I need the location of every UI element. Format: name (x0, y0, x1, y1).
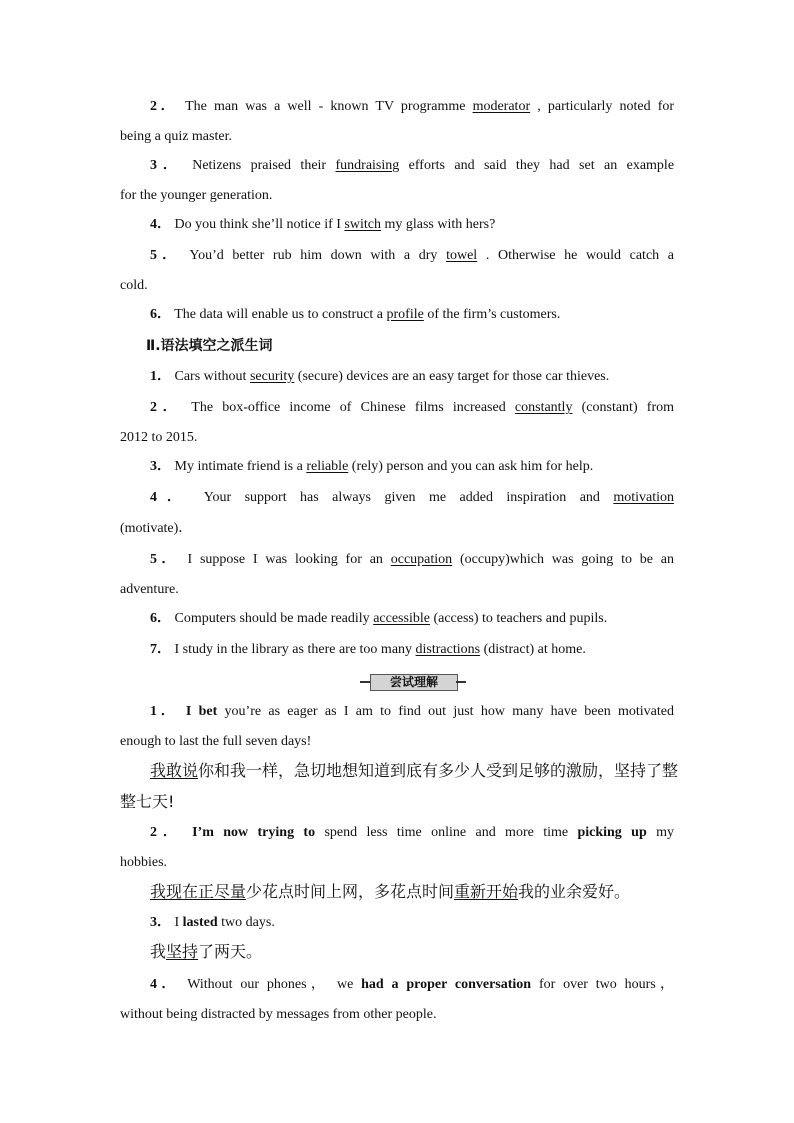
item-text: (distract) at home. (483, 642, 586, 657)
item-text: The man was a well - known TV programme (185, 99, 466, 114)
answer-blank: moderator (472, 99, 531, 114)
item-number: 5． (150, 248, 182, 263)
item-number: 6． (150, 307, 171, 322)
key-phrase: picking up (577, 825, 647, 840)
grammar-item-1 (120, 368, 674, 386)
answer-blank: switch (344, 217, 381, 232)
item-text: of the firm’s customers. (427, 307, 561, 322)
translation-key: 重新开始 (454, 882, 519, 901)
item-number: 1． (150, 704, 179, 719)
grammar-item-7 (120, 641, 674, 659)
grammar-item-2-continuation: 2012 to 2015. (120, 430, 198, 445)
item-text: My intimate friend is a (174, 459, 303, 474)
vocab-item-6 (120, 306, 674, 324)
item-number: 4． (150, 490, 191, 505)
item-text: you’re as eager as I am to find out just how many have been motivated (224, 704, 675, 719)
answer-blank: fundraising (335, 158, 400, 173)
translation-3 (150, 941, 704, 963)
item-text: (secure) devices are an easy target for those car thieves. (297, 369, 610, 384)
answer-blank: motivation (613, 490, 675, 505)
grammar-item-4-continuation: (motivate)． (120, 521, 193, 536)
vocab-item-4 (120, 216, 674, 234)
translation-1-continuation: 整七天! (120, 792, 175, 811)
grammar-item-4 (120, 489, 674, 507)
vocab-item-2 (120, 98, 674, 116)
item-number: 7． (150, 642, 171, 657)
vocab-item-5 (120, 247, 674, 265)
answer-blank: profile (386, 307, 424, 322)
item-text: my (656, 825, 675, 840)
item-number: 2． (150, 99, 179, 114)
understand-item-3 (120, 914, 674, 932)
translation-key: 坚持 (166, 942, 199, 961)
key-phrase: lasted (182, 915, 218, 930)
understand-item-1-continuation: enough to last the full seven days! (120, 734, 312, 749)
item-number: 4． (150, 977, 180, 992)
item-text: Your support has always given me added inspiration and (203, 490, 600, 505)
vocab-item-5-continuation: cold. (120, 278, 148, 293)
section-badge (360, 672, 466, 692)
item-text: Computers should be made readily (174, 611, 370, 626)
answer-blank: constantly (514, 400, 573, 415)
understand-item-2-continuation: hobbies. (120, 855, 168, 870)
item-text: Do you think she’ll notice if I (174, 217, 341, 232)
item-number: 3． (150, 158, 183, 173)
translation-text: 我 (150, 942, 167, 961)
item-text: for over two hours， (538, 977, 675, 992)
item-text: (rely) person and you can ask him for help. (351, 459, 594, 474)
understand-item-4 (120, 976, 674, 994)
item-text: . Otherwise he would catch a (485, 248, 675, 263)
understand-item-2 (120, 824, 674, 842)
item-number: 5． (150, 552, 180, 567)
translation-key: 我现在正尽量 (150, 882, 247, 901)
item-number: 4． (150, 217, 171, 232)
item-text: I suppose I was looking for an (187, 552, 383, 567)
item-number: 6． (150, 611, 171, 626)
answer-blank: security (249, 369, 295, 384)
item-text: Netizens praised their (192, 158, 327, 173)
translation-text: 少花点时间上网，多花点时间 (246, 882, 455, 901)
grammar-item-5 (120, 551, 674, 569)
translation-key: 我敢说 (150, 761, 199, 780)
translation-text: 我的业余爱好。 (518, 882, 631, 901)
understand-item-4-continuation: without being distracted by messages from other people. (120, 1007, 437, 1022)
translation-1 (120, 760, 679, 782)
key-phrase: I bet (185, 704, 218, 719)
understand-item-1 (120, 703, 674, 721)
translation-text: 了两天。 (198, 942, 263, 961)
item-text: (constant) from (581, 400, 674, 415)
grammar-item-3 (120, 458, 674, 476)
badge-right-bar (456, 681, 466, 683)
answer-blank: occupation (390, 552, 453, 567)
item-text: (access) to teachers and pupils. (433, 611, 608, 626)
item-number: 2． (150, 400, 183, 415)
vocab-item-3-continuation: for the younger generation. (120, 188, 273, 203)
grammar-item-6 (120, 610, 674, 628)
key-phrase: I’m now trying to (192, 825, 316, 840)
item-text: two days. (221, 915, 275, 930)
item-text: Without our phones， we (187, 977, 354, 992)
vocab-item-3 (120, 157, 674, 175)
item-text: I (174, 915, 180, 930)
translation-text: 你和我一样，急切地想知道到底有多少人受到足够的激励，坚持了整 (198, 761, 679, 780)
translation-2 (150, 881, 704, 903)
answer-blank: distractions (415, 642, 481, 657)
item-number: 1． (150, 369, 171, 384)
grammar-item-2 (120, 399, 674, 417)
item-text: I study in the library as there are too many (174, 642, 413, 657)
item-text: (occupy)which was going to be an (459, 552, 675, 567)
answer-blank: reliable (306, 459, 349, 474)
key-phrase: had a proper conversation (361, 977, 532, 992)
item-text: my glass with hers? (384, 217, 496, 232)
item-text: The box-office income of Chinese films increased (191, 400, 506, 415)
item-number: 3． (150, 459, 171, 474)
vocab-item-2-continuation: being a quiz master. (120, 129, 232, 144)
item-text: You’d better rub him down with a dry (189, 248, 438, 263)
grammar-item-5-continuation: adventure. (120, 582, 179, 597)
answer-blank: towel (446, 248, 478, 263)
item-text: Cars without (174, 369, 247, 384)
item-text: The data will enable us to construct a (174, 307, 384, 322)
section-heading: Ⅱ.语法填空之派生词 (146, 338, 273, 354)
item-text: spend less time online and more time (324, 825, 569, 840)
badge-label: 尝试理解 (370, 674, 458, 691)
item-number: 3． (150, 915, 171, 930)
answer-blank: accessible (373, 611, 430, 626)
badge-left-bar (360, 681, 370, 683)
item-text: efforts and said they had set an example (408, 158, 675, 173)
item-text: , particularly noted for (537, 99, 675, 114)
item-number: 2． (150, 825, 183, 840)
